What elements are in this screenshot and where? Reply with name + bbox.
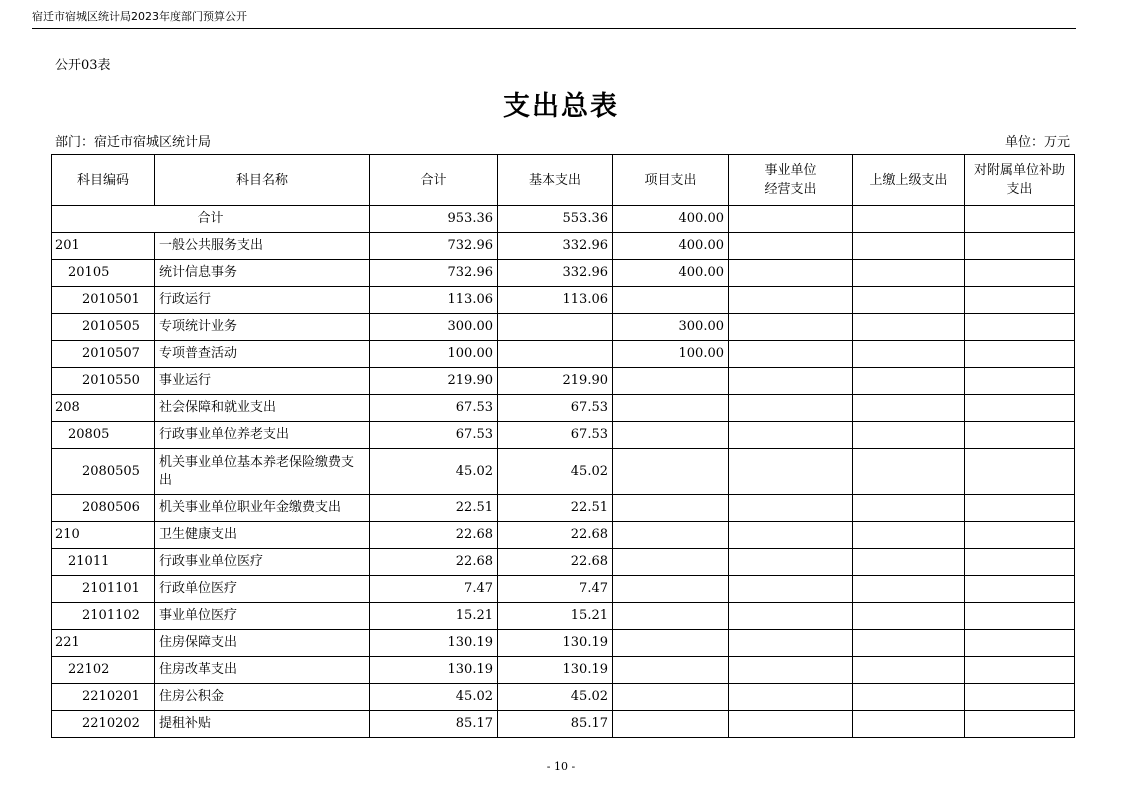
amount-upper	[853, 603, 965, 630]
amount-subsidiary	[965, 287, 1075, 314]
amount-project: 100.00	[613, 341, 729, 368]
subject-name: 机关事业单位基本养老保险缴费支出	[155, 449, 370, 495]
subject-name: 事业单位医疗	[155, 603, 370, 630]
form-number: 公开03表	[55, 58, 111, 73]
amount-upper	[853, 657, 965, 684]
amount-business	[729, 233, 853, 260]
amount-project	[613, 522, 729, 549]
total-label: 合计	[52, 206, 370, 233]
amount-subsidiary	[965, 449, 1075, 495]
amount-business	[729, 711, 853, 738]
amount-business	[729, 495, 853, 522]
amount-total: 732.96	[370, 233, 498, 260]
amount-project: 300.00	[613, 314, 729, 341]
amount-project	[613, 495, 729, 522]
amount-total: 130.19	[370, 657, 498, 684]
amount-basic: 332.96	[498, 233, 613, 260]
amount-project	[613, 576, 729, 603]
table-row	[52, 603, 1075, 630]
table-row	[52, 495, 1075, 522]
subject-code: 20105	[52, 260, 155, 287]
subject-code: 2080506	[52, 495, 155, 522]
amount-total: 22.51	[370, 495, 498, 522]
subject-name: 统计信息事务	[155, 260, 370, 287]
amount-basic: 67.53	[498, 395, 613, 422]
subject-code: 2210201	[52, 684, 155, 711]
amount-business	[729, 576, 853, 603]
amount-basic: 22.68	[498, 522, 613, 549]
amount-project	[613, 287, 729, 314]
header-project-expenditure: 项目支出	[613, 155, 729, 206]
subject-name: 机关事业单位职业年金缴费支出	[155, 495, 370, 522]
subject-name: 行政运行	[155, 287, 370, 314]
amount-subsidiary	[965, 576, 1075, 603]
subject-name: 社会保障和就业支出	[155, 395, 370, 422]
amount-project: 400.00	[613, 260, 729, 287]
amount-basic: 85.17	[498, 711, 613, 738]
subject-code: 210	[52, 522, 155, 549]
subject-code: 2101101	[52, 576, 155, 603]
amount-basic: 22.51	[498, 495, 613, 522]
total-row	[52, 206, 1075, 233]
amount-upper	[853, 711, 965, 738]
subject-code: 2010550	[52, 368, 155, 395]
amount-business	[729, 630, 853, 657]
amount-business	[729, 657, 853, 684]
amount-upper	[853, 495, 965, 522]
table-row	[52, 368, 1075, 395]
subject-name: 提租补贴	[155, 711, 370, 738]
subject-code: 2210202	[52, 711, 155, 738]
amount-basic	[498, 314, 613, 341]
amount-subsidiary	[965, 630, 1075, 657]
amount-total: 100.00	[370, 341, 498, 368]
amount-basic: 7.47	[498, 576, 613, 603]
table-row	[52, 314, 1075, 341]
subject-code: 22102	[52, 657, 155, 684]
amount-total: 22.68	[370, 522, 498, 549]
amount-basic: 332.96	[498, 260, 613, 287]
table-row	[52, 449, 1075, 495]
amount-total: 15.21	[370, 603, 498, 630]
amount-business	[729, 341, 853, 368]
total-project: 400.00	[613, 206, 729, 233]
amount-upper	[853, 422, 965, 449]
amount-business	[729, 368, 853, 395]
subject-name: 专项统计业务	[155, 314, 370, 341]
table-row	[52, 657, 1075, 684]
subject-name: 住房公积金	[155, 684, 370, 711]
amount-basic: 15.21	[498, 603, 613, 630]
amount-project	[613, 368, 729, 395]
amount-upper	[853, 260, 965, 287]
table-row	[52, 287, 1075, 314]
table-row	[52, 684, 1075, 711]
amount-business	[729, 449, 853, 495]
amount-basic: 45.02	[498, 449, 613, 495]
subject-code: 208	[52, 395, 155, 422]
amount-upper	[853, 549, 965, 576]
amount-business	[729, 684, 853, 711]
amount-subsidiary	[965, 260, 1075, 287]
amount-basic: 219.90	[498, 368, 613, 395]
subject-code: 221	[52, 630, 155, 657]
table-row	[52, 576, 1075, 603]
amount-basic: 130.19	[498, 630, 613, 657]
amount-business	[729, 314, 853, 341]
subject-name: 事业运行	[155, 368, 370, 395]
header-upper-submission: 上缴上级支出	[853, 155, 965, 206]
table-row	[52, 549, 1075, 576]
amount-total: 67.53	[370, 422, 498, 449]
header-total: 合计	[370, 155, 498, 206]
amount-total: 7.47	[370, 576, 498, 603]
subject-code: 2010505	[52, 314, 155, 341]
total-business	[729, 206, 853, 233]
amount-total: 732.96	[370, 260, 498, 287]
amount-subsidiary	[965, 603, 1075, 630]
subject-code: 2080505	[52, 449, 155, 495]
amount-subsidiary	[965, 711, 1075, 738]
amount-total: 67.53	[370, 395, 498, 422]
table-row	[52, 341, 1075, 368]
amount-business	[729, 260, 853, 287]
subject-code: 21011	[52, 549, 155, 576]
amount-total: 219.90	[370, 368, 498, 395]
subject-name: 专项普查活动	[155, 341, 370, 368]
amount-subsidiary	[965, 314, 1075, 341]
subject-code: 2010507	[52, 341, 155, 368]
amount-project	[613, 684, 729, 711]
amount-project	[613, 711, 729, 738]
amount-upper	[853, 341, 965, 368]
total-subsidiary	[965, 206, 1075, 233]
amount-basic: 45.02	[498, 684, 613, 711]
total-amount: 953.36	[370, 206, 498, 233]
amount-subsidiary	[965, 368, 1075, 395]
subject-name: 住房保障支出	[155, 630, 370, 657]
subject-code: 201	[52, 233, 155, 260]
amount-business	[729, 522, 853, 549]
total-basic: 553.36	[498, 206, 613, 233]
table-row	[52, 711, 1075, 738]
subject-name: 行政单位医疗	[155, 576, 370, 603]
amount-business	[729, 395, 853, 422]
amount-total: 300.00	[370, 314, 498, 341]
page-title: 支出总表	[503, 91, 619, 122]
amount-basic	[498, 341, 613, 368]
amount-project	[613, 449, 729, 495]
amount-project	[613, 603, 729, 630]
amount-business	[729, 603, 853, 630]
table-row	[52, 522, 1075, 549]
subject-name: 行政事业单位养老支出	[155, 422, 370, 449]
amount-total: 45.02	[370, 449, 498, 495]
amount-total: 85.17	[370, 711, 498, 738]
subject-name: 卫生健康支出	[155, 522, 370, 549]
amount-subsidiary	[965, 657, 1075, 684]
header-subsidiary-subsidy: 对附属单位补助支出	[965, 155, 1075, 206]
table-row	[52, 630, 1075, 657]
department-label: 部门：宿迁市宿城区统计局	[55, 135, 212, 150]
amount-project	[613, 630, 729, 657]
amount-upper	[853, 368, 965, 395]
header-business-expenditure: 事业单位 经营支出	[729, 155, 853, 206]
amount-subsidiary	[965, 395, 1075, 422]
subject-name: 行政事业单位医疗	[155, 549, 370, 576]
table-row	[52, 422, 1075, 449]
subject-code: 20805	[52, 422, 155, 449]
amount-total: 113.06	[370, 287, 498, 314]
page-number: - 10 -	[546, 760, 576, 773]
table-header-row	[52, 155, 1075, 206]
subject-code: 2010501	[52, 287, 155, 314]
amount-subsidiary	[965, 522, 1075, 549]
amount-upper	[853, 287, 965, 314]
amount-subsidiary	[965, 422, 1075, 449]
header-basic-expenditure: 基本支出	[498, 155, 613, 206]
amount-business	[729, 287, 853, 314]
amount-upper	[853, 576, 965, 603]
amount-subsidiary	[965, 341, 1075, 368]
amount-subsidiary	[965, 233, 1075, 260]
amount-project: 400.00	[613, 233, 729, 260]
amount-basic: 67.53	[498, 422, 613, 449]
unit-label: 单位：万元	[1004, 135, 1070, 150]
subject-code: 2101102	[52, 603, 155, 630]
subject-name: 住房改革支出	[155, 657, 370, 684]
amount-basic: 22.68	[498, 549, 613, 576]
document-header: 宿迁市宿城区统计局2023年度部门预算公开	[32, 8, 1076, 29]
amount-total: 45.02	[370, 684, 498, 711]
header-subject-code: 科目编码	[52, 155, 155, 206]
amount-subsidiary	[965, 549, 1075, 576]
amount-upper	[853, 395, 965, 422]
amount-total: 130.19	[370, 630, 498, 657]
amount-basic: 130.19	[498, 657, 613, 684]
amount-upper	[853, 684, 965, 711]
amount-project	[613, 657, 729, 684]
table-row	[52, 395, 1075, 422]
amount-subsidiary	[965, 495, 1075, 522]
amount-upper	[853, 630, 965, 657]
amount-project	[613, 395, 729, 422]
amount-basic: 113.06	[498, 287, 613, 314]
header-subject-name: 科目名称	[155, 155, 370, 206]
amount-upper	[853, 233, 965, 260]
amount-project	[613, 549, 729, 576]
amount-business	[729, 549, 853, 576]
amount-project	[613, 422, 729, 449]
amount-upper	[853, 314, 965, 341]
amount-total: 22.68	[370, 549, 498, 576]
amount-upper	[853, 449, 965, 495]
subject-name: 一般公共服务支出	[155, 233, 370, 260]
table-row	[52, 233, 1075, 260]
amount-business	[729, 422, 853, 449]
table-row	[52, 260, 1075, 287]
amount-upper	[853, 522, 965, 549]
amount-subsidiary	[965, 684, 1075, 711]
total-upper	[853, 206, 965, 233]
expenditure-table	[51, 154, 1075, 738]
